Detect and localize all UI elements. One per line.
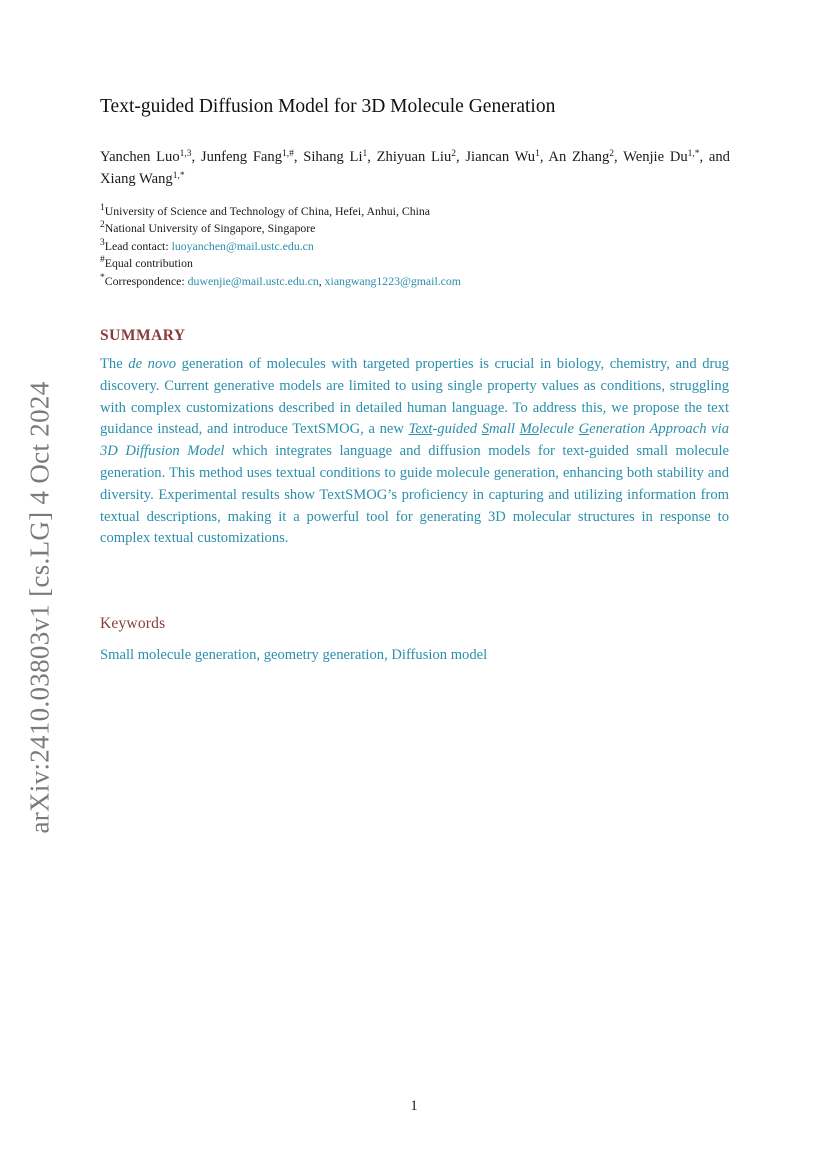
- summary-text-italic: mall: [488, 421, 520, 438]
- email-separator: ,: [318, 273, 325, 288]
- affiliation-text: Correspondence:: [104, 273, 188, 288]
- page-number: 1: [410, 1098, 418, 1114]
- author-name: Sihang Li: [303, 149, 363, 165]
- arxiv-stamp: [20, 372, 60, 842]
- summary-text: which integrates language and diffusion models for text-guided small molecule generation. This method uses textual conditions to guide molecule generation, enhancing both stability and diversity. Experimental results show TextSMOG’s proficiency in capturing and utilizing information from textual descriptions, making it a powerful tool for generating 3D molecular structures in response to complex textual customizations.: [100, 443, 730, 547]
- affiliations: [100, 203, 461, 290]
- affiliation-3: [100, 238, 461, 255]
- affiliation-4: [100, 255, 461, 272]
- affiliation-mark: 1: [100, 203, 105, 213]
- affiliation-mark: 2: [100, 220, 105, 231]
- author-affiliation-mark: 1,3: [179, 149, 192, 159]
- author-name: An Zhang: [548, 149, 610, 165]
- summary-text: The: [100, 356, 129, 372]
- keywords-text: Small molecule generation, geometry generation, Diffusion model: [100, 647, 488, 663]
- author-separator: ,: [539, 149, 549, 165]
- affiliation-1: [100, 203, 461, 220]
- author-name: Xiang Wang: [100, 171, 173, 187]
- author-affiliation-mark: 1: [362, 149, 368, 159]
- author-separator: ,: [614, 149, 624, 165]
- author-affiliation-mark: 2: [609, 149, 615, 159]
- author-name: Zhiyuan Liu: [376, 149, 452, 165]
- author-separator: ,: [367, 149, 377, 165]
- author-name: Junfeng Fang: [200, 149, 283, 165]
- author-separator: ,: [456, 149, 466, 165]
- affiliation-text: National University of Singapore, Singapore: [104, 221, 316, 236]
- author-name: Wenjie Du: [623, 149, 688, 165]
- affiliation-mark: *: [100, 272, 105, 283]
- acronym-letter: Text: [408, 421, 433, 438]
- lead-contact-email-link[interactable]: luoyanchen@mail.ustc.edu.cn: [171, 238, 314, 253]
- paper-title: Text-guided Diffusion Model for 3D Molecule Generation: [100, 96, 556, 117]
- affiliation-text: Lead contact:: [104, 238, 172, 253]
- arxiv-stamp-text: arXiv:2410.03803v1 [cs.LG] 4 Oct 2024: [24, 380, 55, 834]
- author-affiliation-mark: 1,*: [687, 149, 700, 159]
- summary-text-italic: eneration Approach via 3D Diffusion Model: [100, 421, 729, 460]
- author-affiliation-mark: 1,#: [282, 149, 294, 159]
- keywords-heading: Keywords: [100, 615, 166, 632]
- affiliation-text: Equal contribution: [104, 256, 193, 271]
- author-name: Yanchen Luo: [100, 149, 180, 165]
- author-affiliation-mark: 1,*: [172, 171, 185, 181]
- affiliation-mark: #: [100, 255, 105, 266]
- summary-text-italic: de novo: [128, 356, 177, 372]
- author-affiliation-mark: 2: [451, 149, 456, 159]
- summary-text-italic: lecule: [539, 421, 579, 438]
- author-affiliation-mark: 1: [535, 149, 540, 159]
- author-list: [100, 146, 730, 190]
- affiliation-2: [100, 220, 461, 237]
- affiliation-mark: 3: [100, 237, 105, 248]
- author-separator: ,: [191, 149, 201, 165]
- author-name: Jiancan Wu: [465, 149, 536, 165]
- acronym-letter: G: [578, 421, 590, 438]
- correspondence-email-link-1[interactable]: duwenjie@mail.ustc.edu.cn: [187, 273, 319, 288]
- affiliation-5: [100, 273, 461, 290]
- summary-text: generation of molecules with targeted properties is crucial in biology, chemistry, and drug discovery. Current generative models are limited to using single property values as conditions, struggling with complex customizations described in detailed human language. To address this, we propose the text guidance instead, and introduce TextSMOG, a new: [100, 356, 729, 438]
- summary-text-italic: -guided: [432, 421, 482, 438]
- summary-heading: SUMMARY: [100, 327, 186, 344]
- acronym-letter: S: [481, 421, 489, 438]
- correspondence-email-link-2[interactable]: xiangwang1223@gmail.com: [324, 273, 461, 288]
- affiliation-text: University of Science and Technology of China, Hefei, Anhui, China: [104, 204, 431, 218]
- author-separator: ,: [293, 149, 304, 165]
- summary-paragraph: [100, 354, 729, 550]
- author-separator: , and: [699, 149, 730, 165]
- acronym-letter: Mo: [519, 421, 540, 438]
